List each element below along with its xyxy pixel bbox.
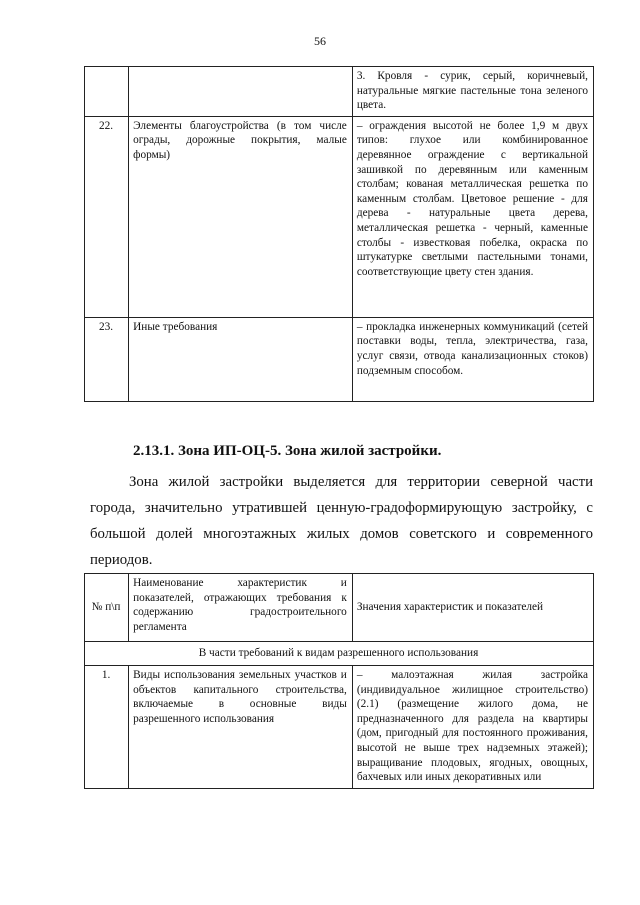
table-row xyxy=(85,666,594,789)
characteristic-name: Иные требования xyxy=(129,317,353,401)
characteristic-name: Виды использования земельных участков и объектов капитального строительства, включаемые в основные виды разрешенного использования xyxy=(129,666,353,789)
section-heading: 2.13.1. Зона ИП-ОЦ-5. Зона жилой застройки. xyxy=(133,443,442,459)
page-number: 56 xyxy=(314,34,326,48)
table-row xyxy=(85,317,594,401)
characteristic-value: – прокладка инженерных коммуникаций (сетей поставки воды, тепла, электричества, газа, услуг связи, отвода канализационных стоков) подземным способом. xyxy=(352,317,593,401)
table-header-row xyxy=(85,574,594,642)
table-row xyxy=(85,116,594,317)
header-number: № п\п xyxy=(85,574,129,642)
characteristic-value: – ограждения высотой не более 1,9 м двух типов: глухое или комбинированное деревянное ограждение с вертикальной зашивкой по деревянным или каменным столбам; кованая металлическая решетка по каменным столбам. Цветовое решение - для дерева - натуральные цвета дерева, металлическая решетка - черный, каменные столбы - известковая побелка, окраска по штукатурке светлыми пастельными тонами, соответствующие цвету стен здания. xyxy=(352,116,593,317)
row-number: 22. xyxy=(85,116,129,317)
header-value: Значения характеристик и показателей xyxy=(352,574,593,642)
characteristic-name: Элементы благоустройства (в том числе ограды, дорожные покрытия, малые формы) xyxy=(129,116,353,317)
zone-description-paragraph: Зона жилой застройки выделяется для территории северной части города, значительно утратившей ценную-градоформирующую застройку, с большой долей многоэтажных жилых домов советского и современного периодов. xyxy=(90,474,593,568)
characteristic-value: 3. Кровля - сурик, серый, коричневый, натуральные мягкие пастельные тона зеленого цвета. xyxy=(352,67,593,117)
row-number: 1. xyxy=(85,666,129,789)
table-section-row xyxy=(85,642,594,666)
characteristic-value: – малоэтажная жилая застройка (индивидуальное жилищное строительство) (2.1) (размещение жилого дома, не предназначенного для раздела на квартиры (дом, пригодный для постоянного проживания, высотой не выше трех надземных этажей); выращивание плодовых, ягодных, овощных, бахчевых или иных декоративных или xyxy=(352,666,593,789)
section-row-label: В части требований к видам разрешенного использования xyxy=(85,642,594,666)
zone-requirements-table xyxy=(84,573,594,789)
row-number xyxy=(85,67,129,117)
table-row xyxy=(85,67,594,117)
row-number: 23. xyxy=(85,317,129,401)
requirements-table-continued xyxy=(84,66,594,402)
characteristic-name xyxy=(129,67,353,117)
header-characteristic: Наименование характеристик и показателей, отражающих требования к содержанию градостроительного регламента xyxy=(129,574,353,642)
